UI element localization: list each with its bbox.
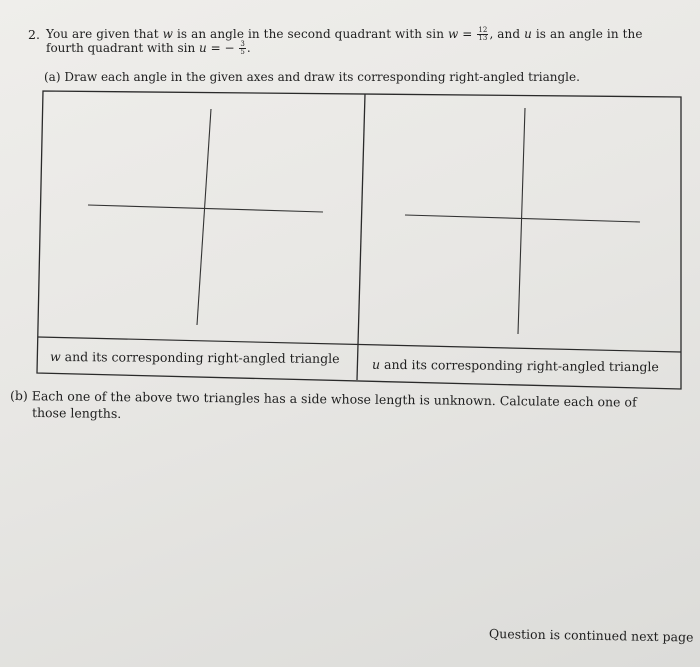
q-line1-part-a: You are given that <box>46 27 159 41</box>
q-line1-equals: = <box>462 27 473 41</box>
caption-w-text: and its corresponding right-angled triangle <box>64 349 340 367</box>
fraction-numerator: 3 <box>240 40 245 48</box>
var-w: w <box>447 27 459 41</box>
question-number: 2. <box>28 27 40 42</box>
part-a-label: (a) <box>44 70 61 84</box>
caption-u-triangle <box>372 357 659 375</box>
caption-u-var: u <box>371 356 381 372</box>
caption-w-var: w <box>49 348 61 365</box>
continued-note: Question is continued next page <box>488 626 694 645</box>
part-b-label: (b) <box>9 388 28 404</box>
left-x-axis[interactable] <box>88 205 323 212</box>
right-y-axis[interactable] <box>518 108 525 334</box>
fraction-numerator: 12 <box>478 26 488 34</box>
var-u: u <box>524 27 532 41</box>
var-u: u <box>199 41 207 55</box>
q-line1-part-e: is an angle in the <box>535 27 643 41</box>
q-line2-period: . <box>246 41 251 55</box>
q-line1-part-d: , and <box>489 27 521 41</box>
right-x-axis[interactable] <box>405 215 640 222</box>
table-divider <box>357 94 365 380</box>
fraction-denominator: 13 <box>478 34 488 42</box>
q-line1-part-b: is an angle in the second quadrant with sin <box>176 27 445 41</box>
part-b-text-1: Each one of the above two triangles has a side whose length is unknown. Calculate each one of <box>31 388 637 410</box>
part-b-line2: those lengths. <box>31 405 122 421</box>
q-line2-part-b: = − <box>210 41 235 55</box>
left-y-axis[interactable] <box>197 109 211 325</box>
caption-u-text: and its corresponding right-angled triangle <box>383 356 659 375</box>
fraction-denominator: 5 <box>240 48 245 56</box>
part-a-text: Draw each angle in the given axes and draw its corresponding right-angled triangle. <box>64 70 580 84</box>
caption-w-triangle <box>50 349 340 366</box>
var-w: w <box>162 27 174 41</box>
q-line2-part-a: fourth quadrant with sin <box>46 41 196 55</box>
